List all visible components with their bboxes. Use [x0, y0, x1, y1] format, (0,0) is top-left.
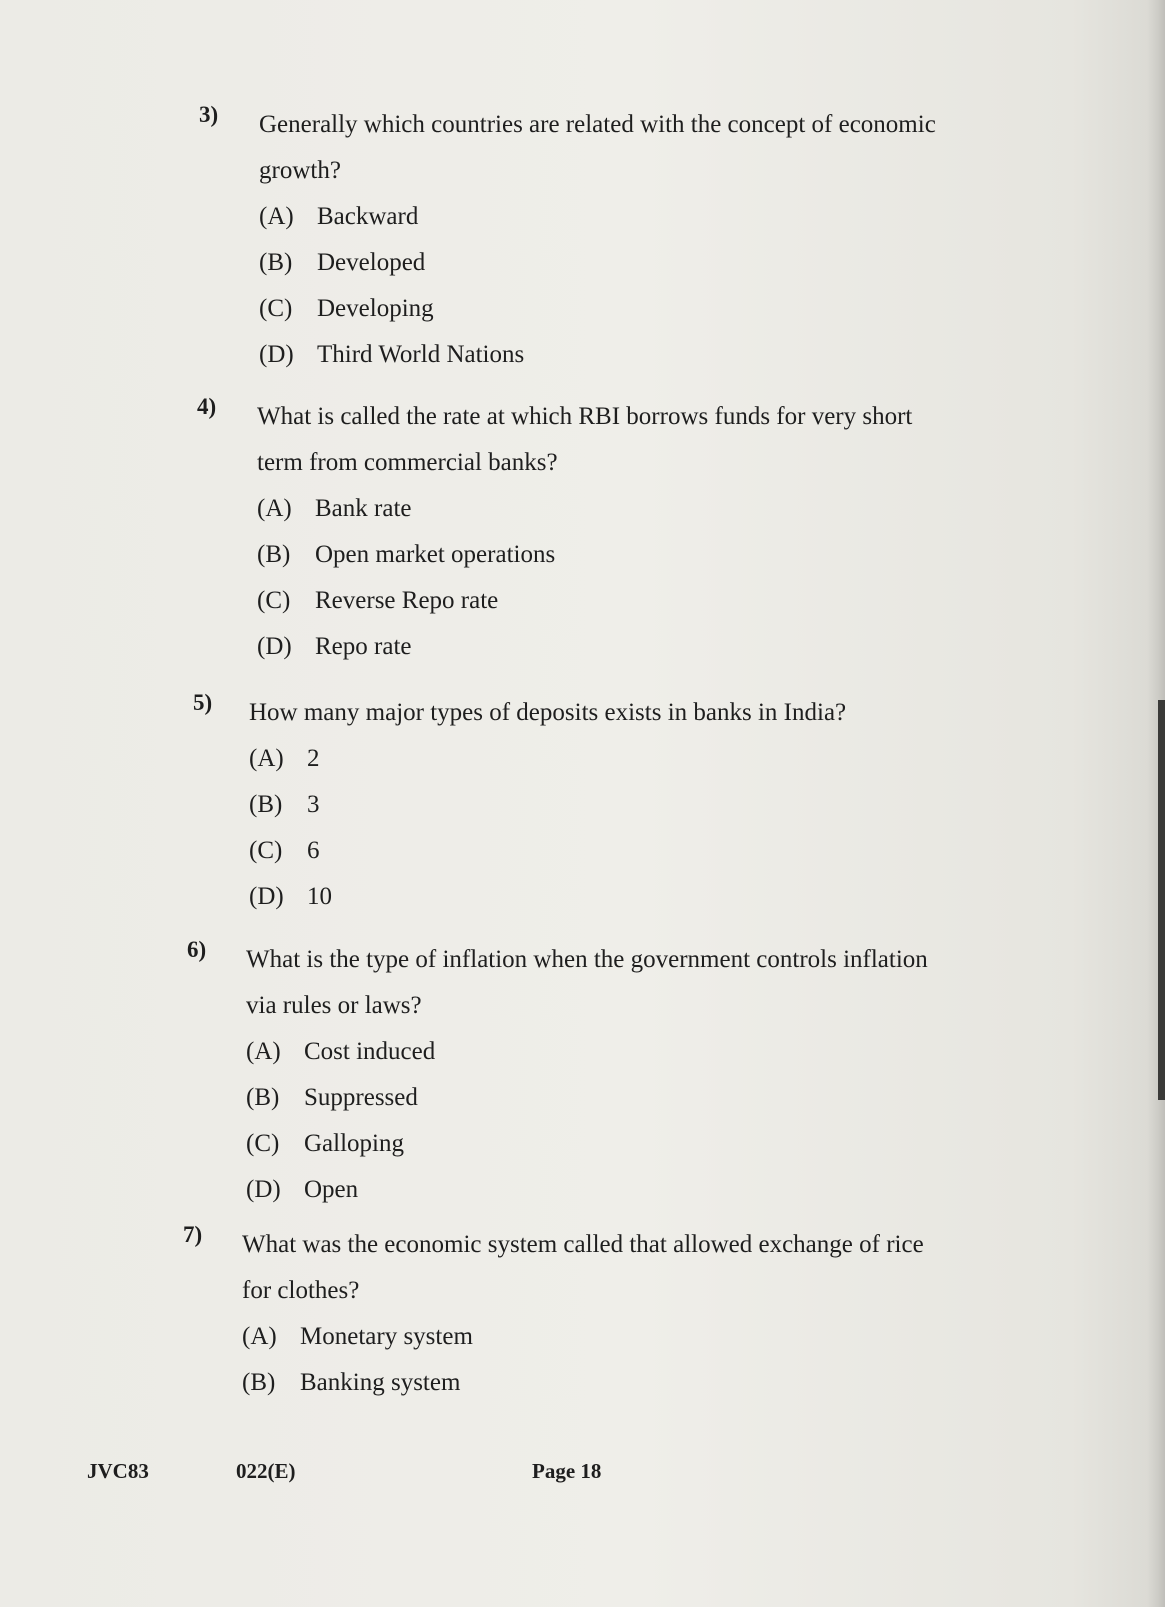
- question-number: 3): [199, 102, 219, 127]
- scan-edge: [1158, 700, 1165, 1100]
- footer-exam-code: JVC83: [87, 1459, 149, 1483]
- option-text: Cost induced: [304, 1038, 436, 1065]
- option-d: [259, 332, 1019, 378]
- option-text: Third World Nations: [317, 341, 525, 368]
- option-letter: (A): [242, 1323, 277, 1350]
- option-letter: (D): [259, 341, 294, 368]
- option-letter: (C): [259, 295, 293, 322]
- option-a: [259, 194, 1019, 240]
- question-number: 6): [187, 937, 207, 962]
- option-text: Bank rate: [315, 495, 412, 522]
- option-text: Developed: [317, 249, 426, 276]
- option-c: [257, 578, 1017, 624]
- option-text: Repo rate: [315, 633, 412, 660]
- question-4: [197, 394, 1017, 670]
- question-number: 7): [183, 1222, 203, 1247]
- option-d: [249, 874, 1013, 920]
- question-text: How many major types of deposits exists in banks in India?: [249, 699, 847, 726]
- option-b: [246, 1075, 1007, 1121]
- option-letter: (B): [246, 1084, 280, 1111]
- option-b: [249, 782, 1013, 828]
- footer-page-number: Page 18: [532, 1459, 602, 1483]
- option-letter: (D): [246, 1176, 281, 1203]
- option-letter: (B): [242, 1369, 276, 1396]
- option-text: Reverse Repo rate: [315, 587, 499, 614]
- option-text: Developing: [317, 295, 434, 322]
- options-list: [259, 194, 1019, 378]
- question-5: [193, 690, 1013, 920]
- options-list: [257, 486, 1017, 670]
- options-list: [246, 1029, 1007, 1213]
- question-6: [187, 937, 1007, 1213]
- option-text: 6: [307, 837, 320, 864]
- question-3: [199, 102, 1019, 378]
- option-text: 10: [307, 883, 332, 910]
- option-letter: (B): [249, 791, 283, 818]
- option-text: 3: [307, 791, 320, 818]
- option-a: [246, 1029, 1007, 1075]
- option-d: [246, 1167, 1007, 1213]
- option-letter: (A): [249, 745, 284, 772]
- option-letter: (B): [257, 541, 291, 568]
- option-b: [242, 1360, 1003, 1406]
- option-letter: (C): [249, 837, 283, 864]
- question-text: Generally which countries are related with the concept of economic growth?: [259, 111, 936, 184]
- question-text: What is called the rate at which RBI borrows funds for very short term from commercial banks?: [257, 403, 913, 476]
- options-list: [249, 736, 1013, 920]
- option-a: [257, 486, 1017, 532]
- footer-paper-code: 022(E): [236, 1459, 296, 1483]
- option-b: [257, 532, 1017, 578]
- option-text: 2: [307, 745, 320, 772]
- option-letter: (C): [246, 1130, 280, 1157]
- question-number: 4): [197, 394, 217, 419]
- option-letter: (A): [259, 203, 294, 230]
- option-a: [242, 1314, 1003, 1360]
- options-list: [242, 1314, 1003, 1406]
- option-d: [257, 624, 1017, 670]
- option-text: Suppressed: [304, 1084, 418, 1111]
- question-number: 5): [193, 690, 213, 715]
- question-text: What is the type of inflation when the government controls inflation via rules or laws?: [246, 946, 928, 1019]
- option-letter: (B): [259, 249, 293, 276]
- option-c: [259, 286, 1019, 332]
- option-c: [246, 1121, 1007, 1167]
- option-a: [249, 736, 1013, 782]
- option-letter: (D): [257, 633, 292, 660]
- option-letter: (C): [257, 587, 291, 614]
- option-text: Monetary system: [300, 1323, 473, 1350]
- option-letter: (D): [249, 883, 284, 910]
- option-letter: (A): [257, 495, 292, 522]
- option-text: Backward: [317, 203, 419, 230]
- option-text: Open market operations: [315, 541, 556, 568]
- question-7: [183, 1222, 1003, 1406]
- option-text: Banking system: [300, 1369, 461, 1396]
- option-text: Open: [304, 1176, 359, 1203]
- option-c: [249, 828, 1013, 874]
- option-b: [259, 240, 1019, 286]
- option-text: Galloping: [304, 1130, 404, 1157]
- option-letter: (A): [246, 1038, 281, 1065]
- question-text: What was the economic system called that allowed exchange of rice for clothes?: [242, 1231, 924, 1304]
